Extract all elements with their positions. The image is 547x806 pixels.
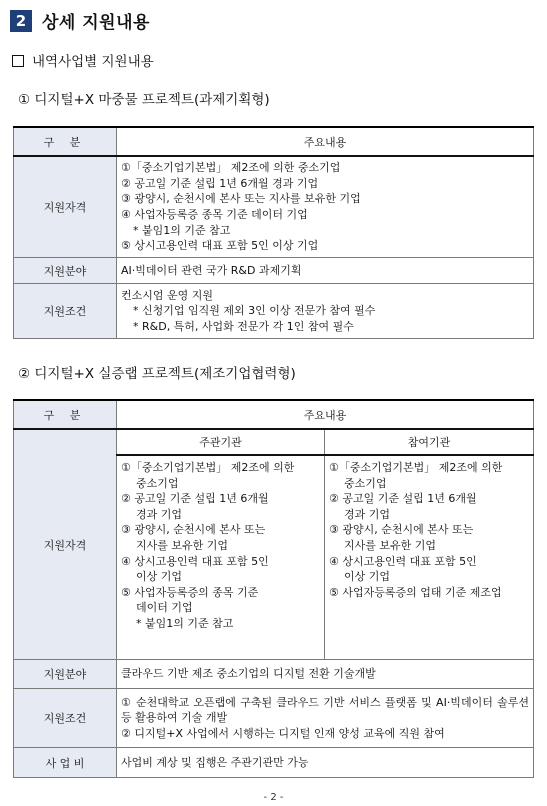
page-number: - 2 - bbox=[263, 792, 284, 803]
p2-host-line: 데이터 기업 bbox=[136, 601, 193, 615]
p1-qual-line: ③ 광양시, 순천시에 본사 또는 지사를 보유한 기업 bbox=[121, 192, 361, 206]
p2-header-content: 주요내용 bbox=[117, 400, 534, 429]
p1-field-label: 지원분야 bbox=[14, 258, 117, 284]
p2-host-note: * 붙임1의 기준 참고 bbox=[136, 616, 234, 630]
p2-host-line: ③ 광양시, 순천시에 본사 또는 bbox=[121, 523, 266, 537]
p2-host-content bbox=[117, 455, 325, 660]
p1-cond-note: * R&D, 특허, 사업화 전문가 각 1인 참여 필수 bbox=[133, 319, 354, 333]
p1-cond-note: * 신청기업 임직원 제외 3인 이상 전문가 참여 필수 bbox=[133, 304, 376, 318]
p1-qual-label: 지원자격 bbox=[14, 156, 117, 258]
p2-partner-line: ③ 광양시, 순천시에 본사 또는 bbox=[329, 523, 474, 537]
p2-header-label: 구 분 bbox=[14, 400, 117, 429]
p2-cond-label: 지원조건 bbox=[14, 689, 117, 748]
p2-cond-line: ② 디지털+X 사업에서 시행하는 디지털 인재 양성 교육에 직원 참여 bbox=[121, 726, 445, 740]
p1-qual-line: ⑤ 상시고용인력 대표 포함 5인 이상 기업 bbox=[121, 239, 319, 253]
p1-qual-content bbox=[117, 156, 534, 258]
p2-host-header: 주관기관 bbox=[117, 429, 325, 455]
p2-partner-line: ①「중소기업기본법」 제2조에 의한 bbox=[329, 461, 503, 474]
p1-field-content: AI·빅데이터 관련 국가 R&D 과제기획 bbox=[117, 258, 534, 284]
section-number: 2 bbox=[10, 10, 32, 32]
p1-qual-line: ①「중소기업기본법」 제2조에 의한 중소기업 bbox=[121, 161, 341, 175]
p2-host-line: ⑤ 사업자등록증의 종목 기준 bbox=[121, 585, 259, 599]
subheading-text: 내역사업별 지원내용 bbox=[32, 54, 154, 70]
checkbox-square-icon bbox=[12, 55, 24, 67]
p2-host-line: 이상 기업 bbox=[136, 570, 183, 584]
p2-partner-content bbox=[325, 455, 534, 660]
p2-host-line: 경과 기업 bbox=[136, 507, 183, 521]
project2-table bbox=[13, 399, 534, 778]
p2-host-line: 중소기업 bbox=[136, 476, 179, 490]
p2-cond-content bbox=[117, 689, 534, 748]
p2-host-line: ② 공고일 기준 설립 1년 6개월 bbox=[121, 492, 269, 506]
p2-partner-line: 경과 기업 bbox=[344, 507, 391, 521]
project2-title: ② 디지털+X 실증랩 프로젝트(제조기업협력형) bbox=[18, 366, 296, 382]
p2-partner-line: 중소기업 bbox=[344, 476, 387, 490]
p1-header-label: 구 분 bbox=[14, 127, 117, 156]
p2-field-content: 클라우드 기반 제조 중소기업의 디지털 전환 기술개발 bbox=[117, 660, 534, 689]
p2-field-label: 지원분야 bbox=[14, 660, 117, 689]
p2-partner-line: 이상 기업 bbox=[344, 570, 391, 584]
p2-host-line: 지사를 보유한 기업 bbox=[136, 538, 229, 552]
p2-partner-header: 참여기관 bbox=[325, 429, 534, 455]
p1-header-content: 주요내용 bbox=[117, 127, 534, 156]
p2-partner-line: 지사를 보유한 기업 bbox=[344, 538, 437, 552]
p1-cond-label: 지원조건 bbox=[14, 284, 117, 339]
p1-cond-content bbox=[117, 284, 534, 339]
section-heading bbox=[10, 8, 150, 33]
section-title: 상세 지원내용 bbox=[42, 13, 150, 33]
subheading bbox=[12, 50, 154, 70]
p2-partner-line: ② 공고일 기준 설립 1년 6개월 bbox=[329, 492, 477, 506]
p2-partner-line: ⑤ 사업자등록증의 업태 기준 제조업 bbox=[329, 585, 502, 599]
p1-qual-line: ② 공고일 기준 설립 1년 6개월 경과 기업 bbox=[121, 176, 319, 190]
project1-table bbox=[13, 126, 534, 339]
p2-host-line: ①「중소기업기본법」 제2조에 의한 bbox=[121, 461, 295, 474]
p2-partner-line: ④ 상시고용인력 대표 포함 5인 bbox=[329, 554, 477, 568]
p1-qual-note: * 붙임1의 기준 참고 bbox=[133, 223, 231, 237]
p2-qual-label: 지원자격 bbox=[14, 429, 117, 660]
project1-title: ① 디지털+X 마중물 프로젝트(과제기획형) bbox=[18, 92, 270, 108]
p1-cond-line: 컨소시엄 운영 지원 bbox=[121, 288, 214, 302]
p2-host-line: ④ 상시고용인력 대표 포함 5인 bbox=[121, 554, 269, 568]
p2-budget-label: 사 업 비 bbox=[14, 748, 117, 778]
p2-cond-line: ① 순천대학교 오픈랩에 구축된 클라우드 기반 서비스 플랫폼 및 AI·빅데이터 솔루션 등 활용하여 기술 개발 bbox=[121, 695, 529, 725]
p2-budget-content: 사업비 계상 및 집행은 주관기관만 가능 bbox=[117, 748, 534, 778]
p1-qual-line: ④ 사업자등록증 종목 기준 데이터 기업 bbox=[121, 208, 308, 221]
